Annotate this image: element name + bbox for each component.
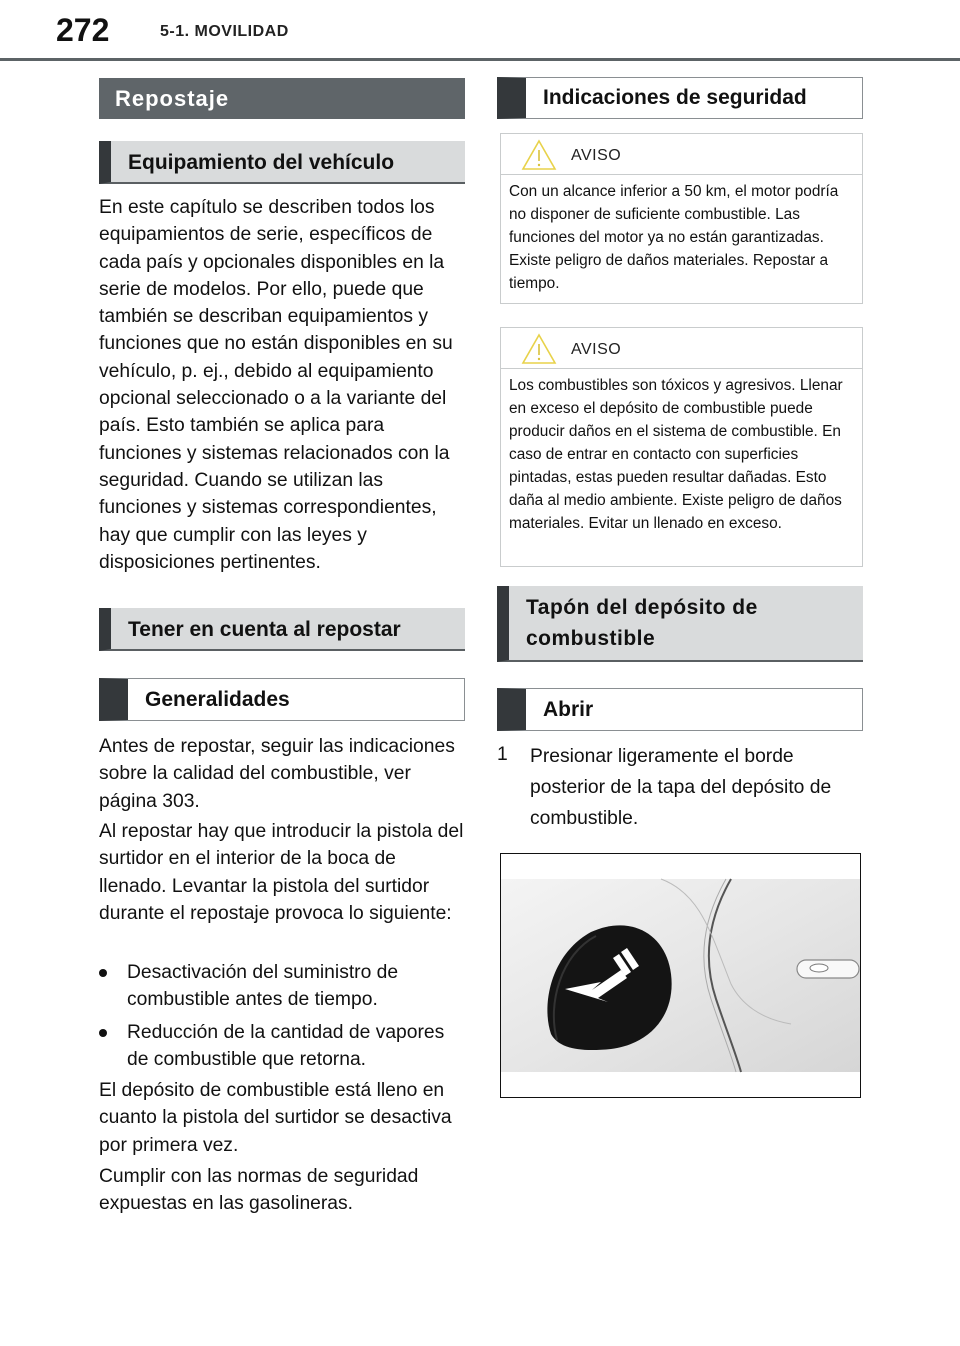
section-title: 5-1. MOVILIDAD [160, 23, 289, 40]
warning-triangle-icon [521, 139, 557, 171]
paragraph-equipamiento: En este capítulo se describen todos los equipamientos de serie, específicos de cada país y opcionales disponibles en la serie de modelos. Por ello, puede que también se describan equipamientos y funciones que no están disponibles en su vehículo, p. ej., debido al equipamiento opcional seleccionado o a la variante del país. Esto también se aplica para funciones y sistemas relacionados con la seguridad. Cuando se utilizan las funciones y sistemas correspondientes, hay que cumplir con las leyes y disposiciones pertinentes. [99, 197, 453, 573]
heading-generalidades: Generalidades [99, 678, 465, 721]
notice-text: Los combustibles son tóxicos y agresivos. Llenar en exceso el depósito de combustible puede producir daños en el sistema de combustible. En caso de entrar en contacto con superficies pintadas, estas pueden resultar dañadas. Esto daña al medio ambiente. Existe peligro de daños materiales. Evitar un llenado en exceso. [509, 377, 843, 532]
paragraph-deposito-lleno: El depósito de combustible está lleno en cuanto la pistola del surtidor se desactiva por primera vez. [99, 1080, 452, 1156]
header-rule [0, 58, 960, 61]
fuel-flap-drawing [501, 854, 860, 1097]
paragraph-antes-de-repostar: Antes de repostar, seguir las indicaciones sobre la calidad del combustible, ver página 303. [99, 736, 455, 812]
step-number: 1 [497, 744, 508, 765]
list-item-text: Desactivación del suministro de combustible antes de tiempo. [127, 962, 399, 1011]
list-item [99, 959, 465, 1014]
notice-header [501, 134, 862, 175]
paragraph-pistola: Al repostar hay que introducir la pistola del surtidor en el interior de la boca de llenado. Levantar la pistola del surtidor durante el repostaje provoca lo siguiente: [99, 821, 464, 924]
heading-abrir: Abrir [497, 688, 863, 731]
bullet-dot [99, 969, 107, 977]
warning-notice [500, 327, 863, 567]
list-item [99, 1019, 465, 1074]
bullet-dot [99, 1029, 107, 1037]
step-text: Presionar ligeramente el borde posterior de la tapa del depósito de combustible. [530, 746, 832, 829]
warning-notice [500, 133, 863, 304]
heading-repostaje: Repostaje [99, 78, 465, 119]
page-number: 272 [56, 12, 110, 48]
list-item-text: Reducción de la cantidad de vapores de combustible que retorna. [127, 1022, 445, 1071]
heading-tener-en-cuenta: Tener en cuenta al repostar [99, 608, 465, 651]
fuel-flap-illustration [500, 853, 861, 1098]
paragraph-normas: Cumplir con las normas de seguridad expuestas en las gasolineras. [99, 1166, 419, 1215]
heading-equipamiento: Equipamiento del vehículo [99, 141, 465, 184]
notice-header [501, 328, 862, 369]
heading-indicaciones-seguridad: Indicaciones de seguridad [497, 77, 863, 119]
heading-tapon-deposito: Tapón del depósito de combustible [497, 586, 863, 662]
warning-triangle-icon [521, 333, 557, 365]
step-item [497, 741, 863, 834]
notice-label: AVISO [571, 341, 622, 358]
notice-text: Con un alcance inferior a 50 km, el motor podría no disponer de suficiente combustible. Las funciones del motor ya no están garantizadas. Existe peligro de daños materiales. Repostar a tiempo. [509, 183, 839, 292]
notice-label: AVISO [571, 147, 622, 164]
